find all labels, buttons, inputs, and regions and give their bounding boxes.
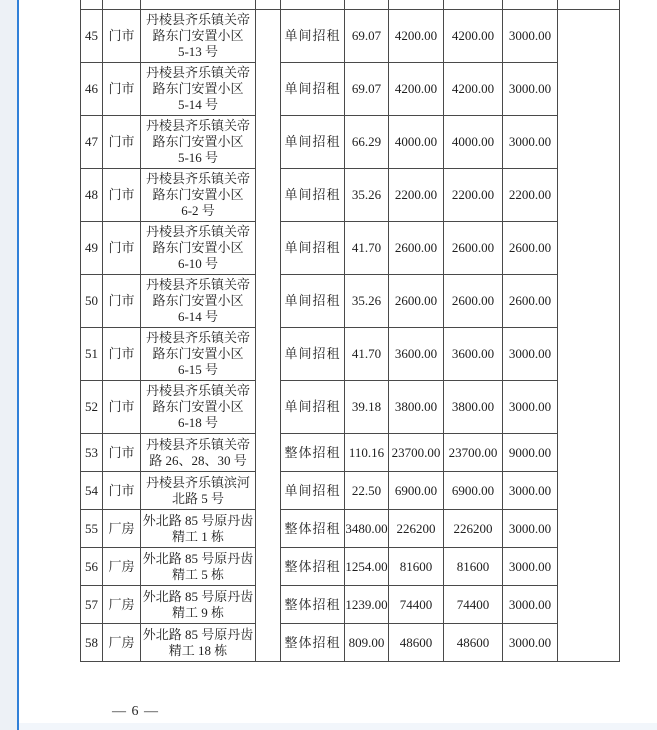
cut-cell (558, 0, 620, 10)
left-edge-strip (0, 0, 17, 730)
amount-cell-3: 3000.00 (503, 116, 558, 169)
amount-cell-2: 226200 (444, 510, 503, 548)
amount-cell-3: 9000.00 (503, 434, 558, 472)
amount-cell-1: 3800.00 (389, 381, 444, 434)
address-line: 丹棱县齐乐镇关帝 (145, 436, 250, 452)
address-cell (141, 116, 256, 169)
cut-cell (281, 0, 345, 10)
address-cell (141, 586, 256, 624)
table-row (81, 10, 620, 63)
amount-cell-3: 2200.00 (503, 169, 558, 222)
amount-cell-1: 4000.00 (389, 116, 444, 169)
amount-cell-3: 3000.00 (503, 328, 558, 381)
cut-cell (345, 0, 389, 10)
address-cell (141, 63, 256, 116)
amount-cell-2: 3800.00 (444, 381, 503, 434)
amount-cell-3: 3000.00 (503, 63, 558, 116)
category-cell: 门市 (103, 328, 141, 381)
address-line: 丹棱县齐乐镇关帝 (145, 171, 250, 186)
area-cell: 35.26 (345, 169, 389, 222)
table-row (81, 275, 620, 328)
row-number-cell: 54 (81, 472, 103, 510)
table-row (81, 472, 620, 510)
amount-cell-2: 6900.00 (444, 472, 503, 510)
address-line: 路 26、28、30 号 (149, 452, 247, 468)
address-line: 丹棱县齐乐镇关帝 (145, 12, 250, 27)
address-cell (141, 548, 256, 586)
address-line: 6-2 号 (181, 203, 215, 218)
category-cell: 门市 (103, 222, 141, 275)
table-row (81, 381, 620, 434)
category-cell: 门市 (103, 472, 141, 510)
amount-cell-1: 3600.00 (389, 328, 444, 381)
category-cell: 门市 (103, 169, 141, 222)
category-cell: 厂房 (103, 586, 141, 624)
category-cell: 厂房 (103, 510, 141, 548)
area-cell: 3480.00 (345, 510, 389, 548)
address-cell (141, 472, 256, 510)
table-row (81, 328, 620, 381)
amount-cell-2: 74400 (444, 586, 503, 624)
row-number-cell: 50 (81, 275, 103, 328)
address-cell (141, 624, 256, 662)
cut-cell (256, 0, 281, 10)
lease-method-cell: 单间招租 (281, 381, 345, 434)
amount-cell-1: 2200.00 (389, 169, 444, 222)
lease-method-cell: 整体招租 (281, 548, 345, 586)
amount-cell-3: 3000.00 (503, 510, 558, 548)
amount-cell-1: 6900.00 (389, 472, 444, 510)
amount-cell-3: 2600.00 (503, 222, 558, 275)
lease-method-cell: 单间招租 (281, 63, 345, 116)
address-line: 6-10 号 (177, 256, 219, 271)
amount-cell-2: 4200.00 (444, 63, 503, 116)
category-cell: 厂房 (103, 624, 141, 662)
address-line: 丹棱县齐乐镇关帝 (145, 277, 250, 292)
table-row (81, 222, 620, 275)
area-cell: 41.70 (345, 222, 389, 275)
table-row (81, 116, 620, 169)
row-number-cell: 56 (81, 548, 103, 586)
area-cell: 1254.00 (345, 548, 389, 586)
cut-cell (141, 0, 256, 10)
address-line: 外北路 85 号原丹齿 (142, 588, 254, 604)
amount-cell-2: 2200.00 (444, 169, 503, 222)
area-cell: 35.26 (345, 275, 389, 328)
address-line: 精工 1 栋 (171, 528, 224, 544)
row-number-cell: 53 (81, 434, 103, 472)
address-cell (141, 510, 256, 548)
address-line: 精工 18 栋 (168, 642, 228, 658)
lease-method-cell: 单间招租 (281, 10, 345, 63)
cut-cell (503, 0, 558, 10)
amount-cell-1: 2600.00 (389, 222, 444, 275)
amount-cell-2: 2600.00 (444, 222, 503, 275)
area-cell: 66.29 (345, 116, 389, 169)
address-line: 丹棱县齐乐镇关帝 (145, 330, 250, 345)
address-line: 丹棱县齐乐镇关帝 (145, 65, 250, 80)
address-line: 精工 9 栋 (171, 604, 224, 620)
rental-asset-table (80, 0, 620, 662)
row-number-cell: 47 (81, 116, 103, 169)
cut-cell (103, 0, 141, 10)
category-cell: 门市 (103, 116, 141, 169)
table-row (81, 624, 620, 662)
address-cell (141, 169, 256, 222)
amount-cell-1: 74400 (389, 586, 444, 624)
address-line: 外北路 85 号原丹齿 (142, 626, 254, 642)
address-cell (141, 10, 256, 63)
amount-cell-3: 3000.00 (503, 548, 558, 586)
page-number: — 6 — (112, 704, 159, 719)
amount-cell-2: 3600.00 (444, 328, 503, 381)
lease-method-cell: 单间招租 (281, 116, 345, 169)
amount-cell-3: 3000.00 (503, 472, 558, 510)
lease-method-cell: 整体招租 (281, 434, 345, 472)
address-cell (141, 381, 256, 434)
address-line: 路东门安置小区 (152, 346, 244, 361)
lease-method-cell: 单间招租 (281, 169, 345, 222)
merged-empty-cell (256, 10, 281, 662)
address-line: 路东门安置小区 (152, 28, 244, 43)
address-line: 路东门安置小区 (152, 134, 244, 149)
lease-method-cell: 单间招租 (281, 275, 345, 328)
address-line: 精工 5 栋 (171, 566, 224, 582)
row-number-cell: 46 (81, 63, 103, 116)
category-cell: 门市 (103, 275, 141, 328)
table-row (81, 586, 620, 624)
address-line: 6-14 号 (177, 309, 219, 324)
amount-cell-2: 4000.00 (444, 116, 503, 169)
lease-method-cell: 整体招租 (281, 586, 345, 624)
category-cell: 门市 (103, 434, 141, 472)
address-cell (141, 222, 256, 275)
row-number-cell: 58 (81, 624, 103, 662)
amount-cell-1: 81600 (389, 548, 444, 586)
area-cell: 41.70 (345, 328, 389, 381)
lease-method-cell: 单间招租 (281, 328, 345, 381)
row-number-cell: 51 (81, 328, 103, 381)
area-cell: 22.50 (345, 472, 389, 510)
area-cell: 1239.00 (345, 586, 389, 624)
amount-cell-2: 23700.00 (444, 434, 503, 472)
amount-cell-1: 4200.00 (389, 63, 444, 116)
previous-row-remnant (81, 0, 620, 10)
area-cell: 110.16 (345, 434, 389, 472)
address-line: 丹棱县齐乐镇关帝 (145, 118, 250, 133)
cut-cell (81, 0, 103, 10)
table-row (81, 548, 620, 586)
address-line: 路东门安置小区 (152, 293, 244, 308)
bottom-edge-strip (19, 723, 657, 730)
address-line: 5-14 号 (177, 97, 219, 112)
table-row (81, 169, 620, 222)
amount-cell-2: 48600 (444, 624, 503, 662)
asset-table-body (81, 0, 620, 662)
address-line: 丹棱县齐乐镇滨河 (145, 474, 250, 490)
asset-table-container (80, 0, 620, 662)
area-cell: 69.07 (345, 63, 389, 116)
amount-cell-2: 4200.00 (444, 10, 503, 63)
cut-cell (444, 0, 503, 10)
table-row (81, 510, 620, 548)
area-cell: 69.07 (345, 10, 389, 63)
amount-cell-1: 2600.00 (389, 275, 444, 328)
amount-cell-1: 4200.00 (389, 10, 444, 63)
address-cell (141, 434, 256, 472)
amount-cell-2: 2600.00 (444, 275, 503, 328)
row-number-cell: 45 (81, 10, 103, 63)
address-line: 6-18 号 (177, 415, 219, 430)
row-number-cell: 57 (81, 586, 103, 624)
row-number-cell: 55 (81, 510, 103, 548)
address-line: 丹棱县齐乐镇关帝 (145, 224, 250, 239)
category-cell: 门市 (103, 63, 141, 116)
amount-cell-3: 3000.00 (503, 381, 558, 434)
lease-method-cell: 单间招租 (281, 472, 345, 510)
amount-cell-1: 23700.00 (389, 434, 444, 472)
address-cell (141, 275, 256, 328)
address-line: 路东门安置小区 (152, 399, 244, 414)
category-cell: 门市 (103, 10, 141, 63)
table-row (81, 434, 620, 472)
amount-cell-3: 3000.00 (503, 10, 558, 63)
row-number-cell: 49 (81, 222, 103, 275)
lease-method-cell: 单间招租 (281, 222, 345, 275)
address-line: 路东门安置小区 (152, 240, 244, 255)
amount-cell-1: 48600 (389, 624, 444, 662)
cut-cell (389, 0, 444, 10)
address-line: 路东门安置小区 (152, 187, 244, 202)
address-cell (141, 328, 256, 381)
area-cell: 39.18 (345, 381, 389, 434)
table-row (81, 63, 620, 116)
amount-cell-3: 3000.00 (503, 624, 558, 662)
lease-method-cell: 整体招租 (281, 624, 345, 662)
category-cell: 厂房 (103, 548, 141, 586)
merged-empty-cell-right (558, 10, 620, 662)
amount-cell-3: 2600.00 (503, 275, 558, 328)
amount-cell-1: 226200 (389, 510, 444, 548)
address-line: 外北路 85 号原丹齿 (142, 512, 254, 528)
lease-method-cell: 整体招租 (281, 510, 345, 548)
address-line: 外北路 85 号原丹齿 (142, 550, 254, 566)
amount-cell-2: 81600 (444, 548, 503, 586)
address-line: 丹棱县齐乐镇关帝 (145, 383, 250, 398)
left-accent-line (17, 0, 19, 730)
address-line: 北路 5 号 (171, 490, 224, 506)
amount-cell-3: 3000.00 (503, 586, 558, 624)
area-cell: 809.00 (345, 624, 389, 662)
address-line: 路东门安置小区 (152, 81, 244, 96)
row-number-cell: 48 (81, 169, 103, 222)
address-line: 5-13 号 (177, 44, 219, 59)
row-number-cell: 52 (81, 381, 103, 434)
address-line: 5-16 号 (177, 150, 219, 165)
category-cell: 门市 (103, 381, 141, 434)
address-line: 6-15 号 (177, 362, 219, 377)
